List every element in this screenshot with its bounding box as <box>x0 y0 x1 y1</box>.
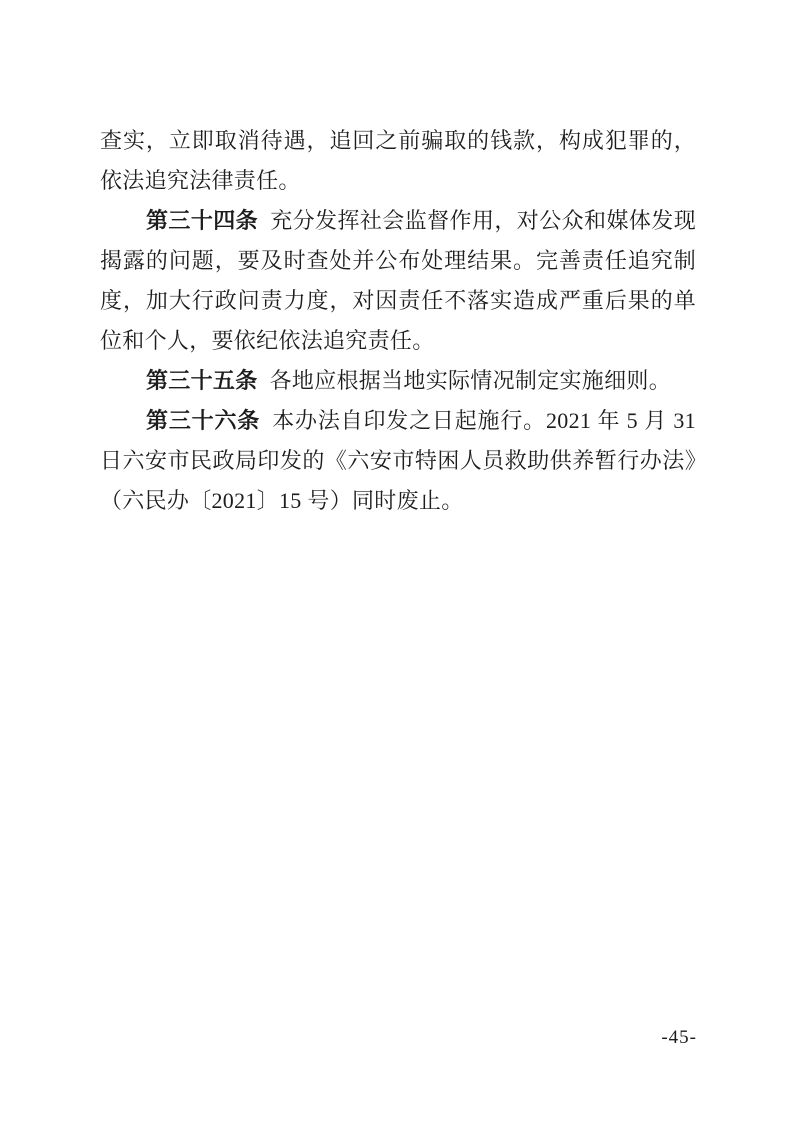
body-paragraph <box>100 401 696 521</box>
paragraph-text: 本办法自印发之日起施行。2021 年 5 月 31 日六安市民政局印发的《六安市特困人员救助供养暂行办法》（六民办〔2021〕15 号）同时废止。 <box>100 408 696 513</box>
article-number: 第三十五条 <box>146 368 258 393</box>
paragraph-text: 各地应根据当地实际情况制定实施细则。 <box>269 368 672 393</box>
body-paragraph <box>100 201 696 361</box>
body-paragraph <box>100 121 696 201</box>
article-number: 第三十四条 <box>146 208 259 233</box>
paragraph-text: 查实，立即取消待遇，追回之前骗取的钱款，构成犯罪的，依法追究法律责任。 <box>100 128 696 193</box>
article-number: 第三十六条 <box>146 408 261 433</box>
body-paragraph <box>100 361 696 401</box>
document-body <box>100 121 696 521</box>
page-number: -45- <box>661 1027 697 1048</box>
paragraph-text: 充分发挥社会监督作用，对公众和媒体发现揭露的问题，要及时查处并公布处理结果。完善责任追究制度，加大行政问责力度，对因责任不落实造成严重后果的单位和个人，要依纪依法追究责任。 <box>100 208 696 353</box>
